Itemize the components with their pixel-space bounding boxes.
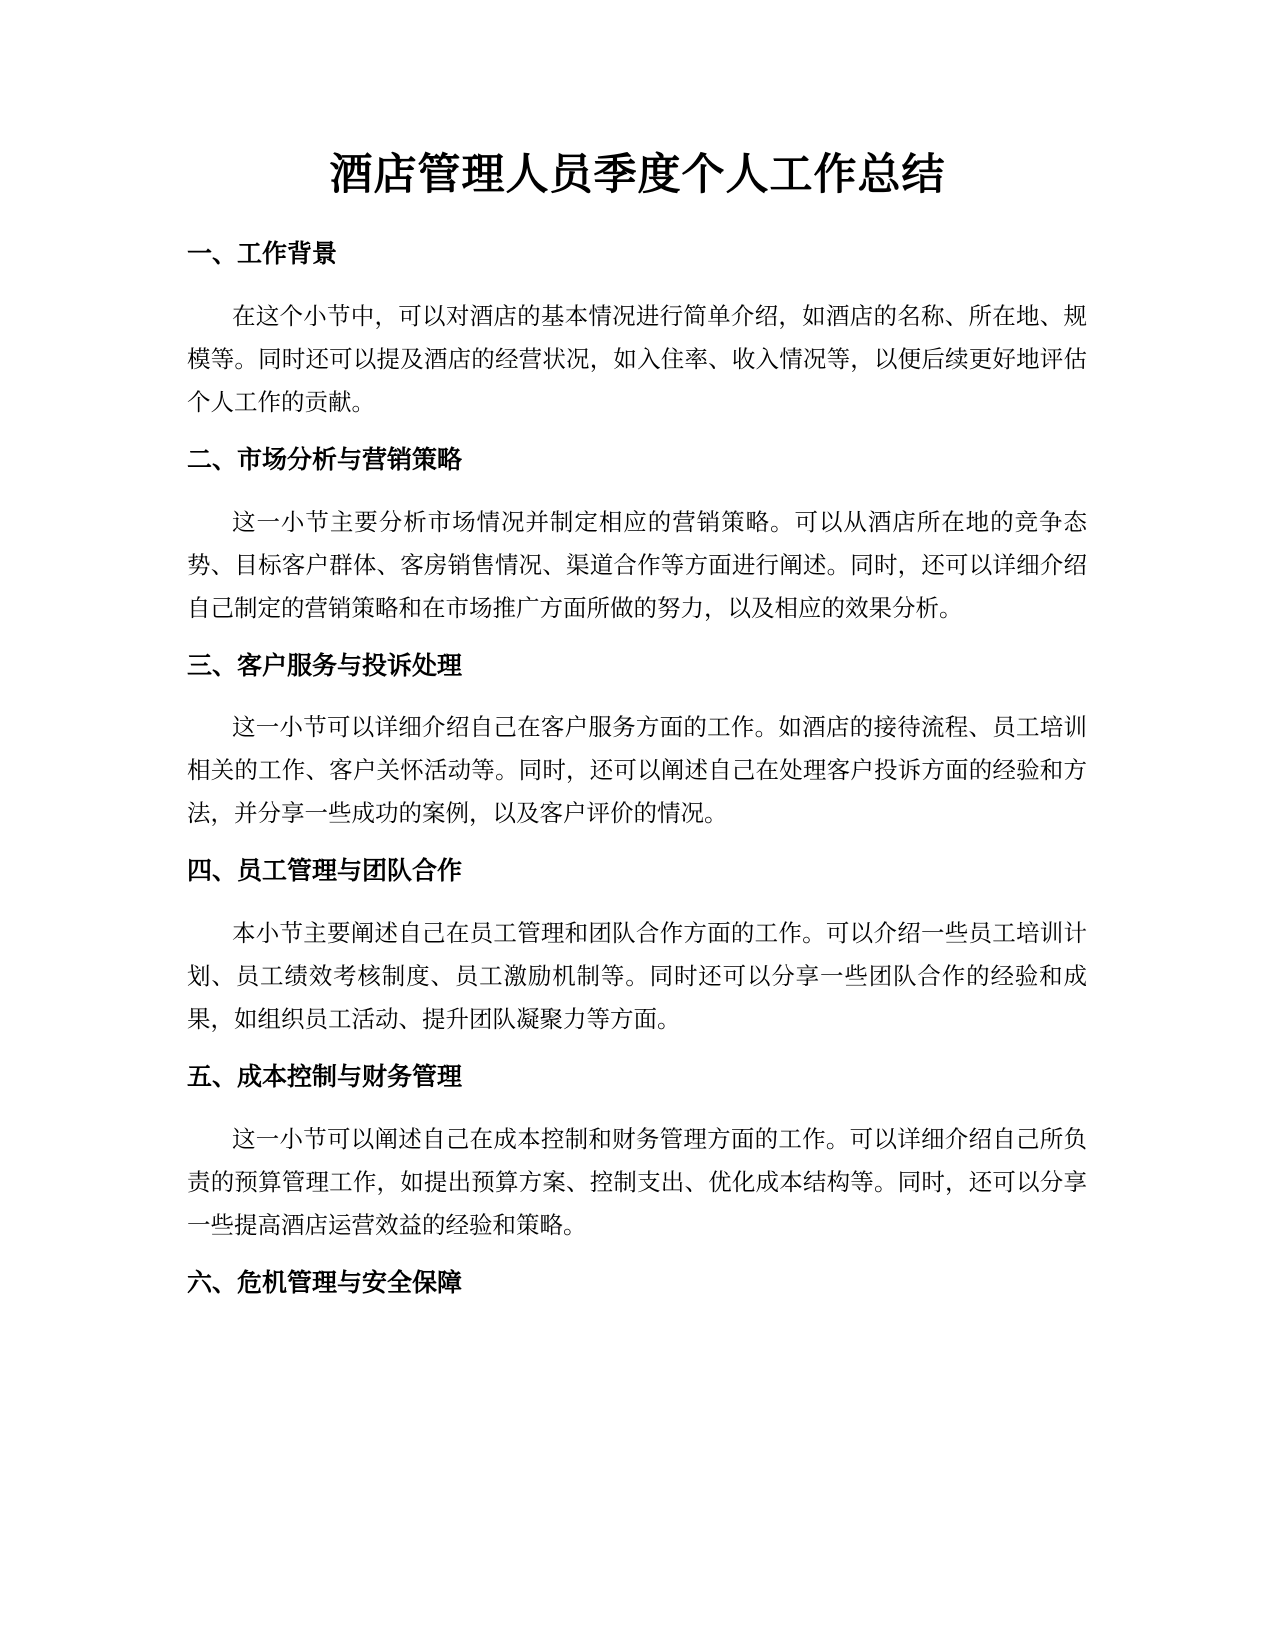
section-heading-cost-control: 五、成本控制与财务管理 <box>187 1062 463 1091</box>
section-heading-marketing: 二、市场分析与营销策略 <box>187 445 463 474</box>
document-title: 酒店管理人员季度个人工作总结 <box>329 150 946 200</box>
section-heading-background: 一、工作背景 <box>187 239 338 268</box>
section-heading-customer-service: 三、客户服务与投诉处理 <box>187 651 463 680</box>
section-heading-staff-management: 四、员工管理与团队合作 <box>187 856 463 885</box>
section-body-staff-management: 本小节主要阐述自己在员工管理和团队合作方面的工作。可以介绍一些员工培训计划、员工绩效考核制度、员工激励机制等。同时还可以分享一些团队合作的经验和成果，如组织员工活动、提升团队凝聚力等方面。 <box>187 919 1087 1033</box>
section-body-marketing: 这一小节主要分析市场情况并制定相应的营销策略。可以从酒店所在地的竞争态势、目标客户群体、客房销售情况、渠道合作等方面进行阐述。同时，还可以详细介绍自己制定的营销策略和在市场推广方面所做的努力，以及相应的效果分析。 <box>187 508 1087 622</box>
section-body-customer-service: 这一小节可以详细介绍自己在客户服务方面的工作。如酒店的接待流程、员工培训相关的工作、客户关怀活动等。同时，还可以阐述自己在处理客户投诉方面的经验和方法，并分享一些成功的案例，以及客户评价的情况。 <box>187 713 1087 827</box>
section-body-cost-control: 这一小节可以阐述自己在成本控制和财务管理方面的工作。可以详细介绍自己所负责的预算管理工作，如提出预算方案、控制支出、优化成本结构等。同时，还可以分享一些提高酒店运营效益的经验和策略。 <box>187 1125 1087 1239</box>
section-heading-crisis-management: 六、危机管理与安全保障 <box>187 1268 463 1297</box>
section-body-background: 在这个小节中，可以对酒店的基本情况进行简单介绍，如酒店的名称、所在地、规模等。同时还可以提及酒店的经营状况，如入住率、收入情况等，以便后续更好地评估个人工作的贡献。 <box>187 302 1087 416</box>
